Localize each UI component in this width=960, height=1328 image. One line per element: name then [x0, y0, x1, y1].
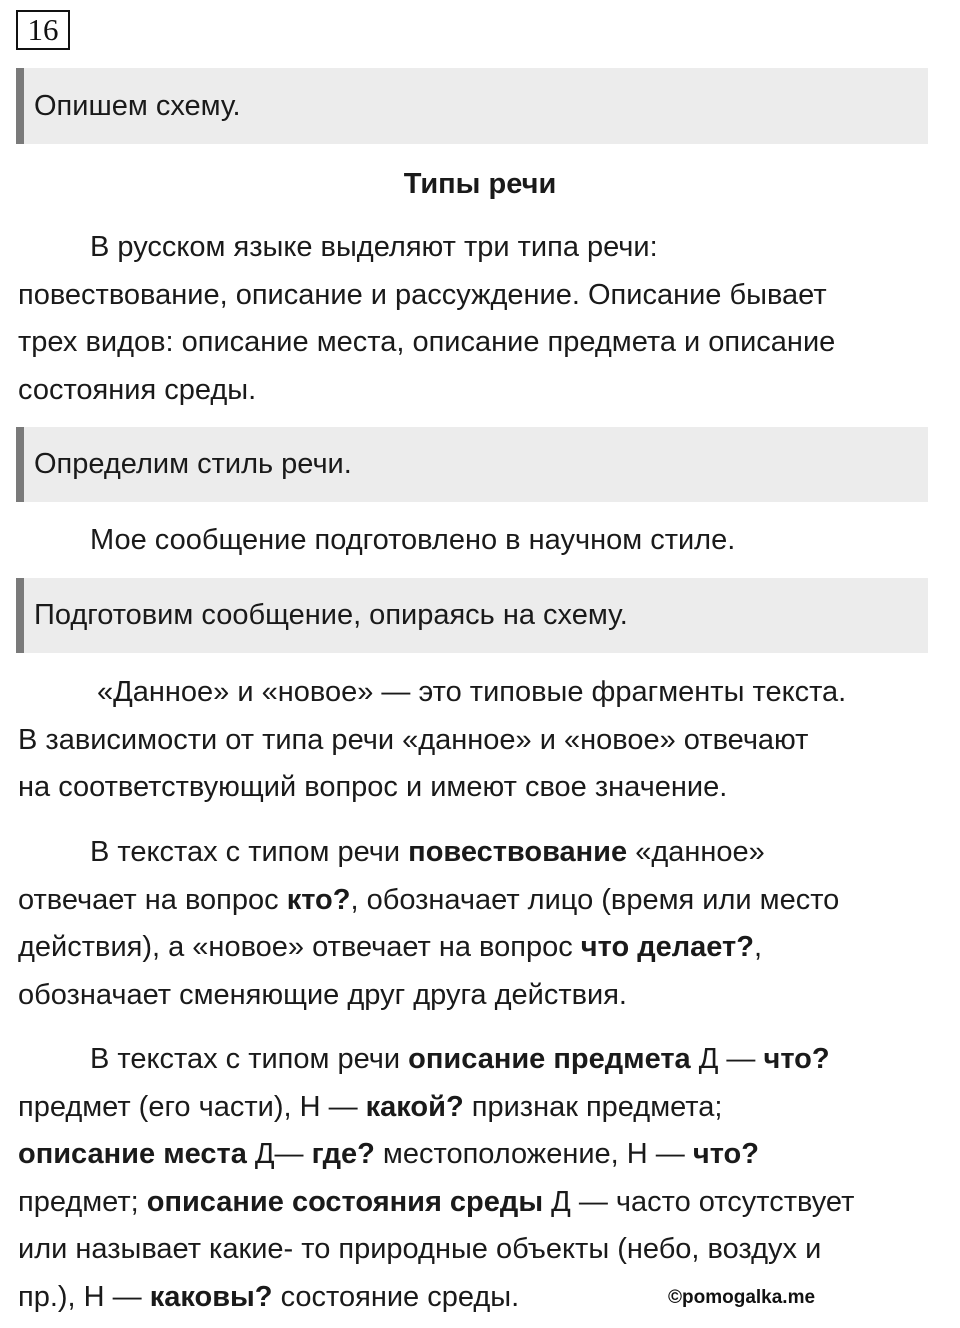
section-bar-prepare-message [16, 578, 928, 653]
text-run: отвечает на вопрос [18, 883, 287, 916]
bold-term: описание предмета [408, 1043, 691, 1075]
text-line [18, 829, 948, 877]
copyright-watermark: ©pomogalka.me [668, 1287, 816, 1308]
text-line: В зависимости от типа речи «данное» и «новое» отвечают [18, 723, 809, 756]
text-line: трех видов: описание места, описание предмета и описание [18, 326, 836, 358]
section-bar-label: Подготовим сообщение, опираясь на схему. [34, 599, 628, 631]
text-line: состояния среды. [18, 373, 257, 406]
section-heading: Типы речи [403, 168, 557, 200]
text-run: Д— [246, 1138, 312, 1170]
paragraph-narration [18, 829, 948, 1019]
text-line [18, 924, 948, 972]
text-run: В текстах с типом речи [90, 836, 409, 868]
text-line [18, 1131, 948, 1179]
text-run: предмет (его части), Н — [18, 1090, 366, 1123]
text-line: или называет какие- то природные объекты (небо, воздух и [18, 1233, 822, 1265]
text-line [18, 1084, 948, 1132]
bold-term: каковы? [149, 1280, 273, 1313]
bold-term: что делает? [580, 931, 754, 963]
text-run: Д — часто отсутствует [543, 1185, 855, 1218]
text-line [18, 877, 948, 925]
text-line [18, 1036, 948, 1084]
text-run: В текстах с типом речи [90, 1043, 409, 1075]
bold-term: описание состояния среды [146, 1185, 544, 1218]
section-bar-describe-scheme [16, 68, 928, 144]
text-run: «данное» [627, 836, 765, 868]
section-bar-label: Опишем схему. [34, 89, 241, 122]
bold-term: описание места [18, 1138, 247, 1170]
paragraph-style [18, 517, 948, 565]
paragraph-description [18, 1036, 948, 1321]
text-run: предмет; [18, 1185, 147, 1218]
text-line: на соответствующий вопрос и имеют свое значение. [18, 771, 728, 803]
bold-term: какой? [365, 1090, 464, 1123]
text-run: , обозначает лицо (время или место [350, 883, 840, 916]
text-line: Мое сообщение подготовлено в научном стиле. [90, 524, 736, 556]
text-line [18, 1179, 948, 1227]
text-run: Д — [690, 1043, 764, 1075]
text-run: состояние среды. [272, 1280, 520, 1313]
task-number-box: 16 [16, 10, 70, 50]
bold-term: что? [692, 1138, 759, 1170]
text-run: признак предмета; [463, 1090, 723, 1123]
text-run: действия), а «новое» отвечает на вопрос [18, 931, 581, 963]
bold-term: что? [763, 1043, 830, 1075]
paragraph-given-new [18, 669, 948, 812]
bold-term: где? [311, 1138, 375, 1170]
section-bar-label: Определим стиль речи. [34, 448, 352, 480]
bold-term: повествование [408, 836, 628, 868]
paragraph-speech-types [18, 224, 948, 414]
text-line: «Данное» и «новое» — это типовые фрагменты текста. [97, 676, 847, 708]
text-run: местоположение, Н — [374, 1138, 693, 1170]
text-line: повествование, описание и рассуждение. Описание бывает [18, 278, 827, 311]
bold-term: кто? [286, 883, 351, 916]
text-run: , [753, 931, 763, 963]
text-line: В русском языке выделяют три типа речи: [90, 231, 658, 263]
section-bar-speech-style [16, 427, 928, 502]
text-run: пр.), Н — [18, 1280, 150, 1313]
text-line: обозначает сменяющие друг друга действия. [18, 978, 627, 1011]
